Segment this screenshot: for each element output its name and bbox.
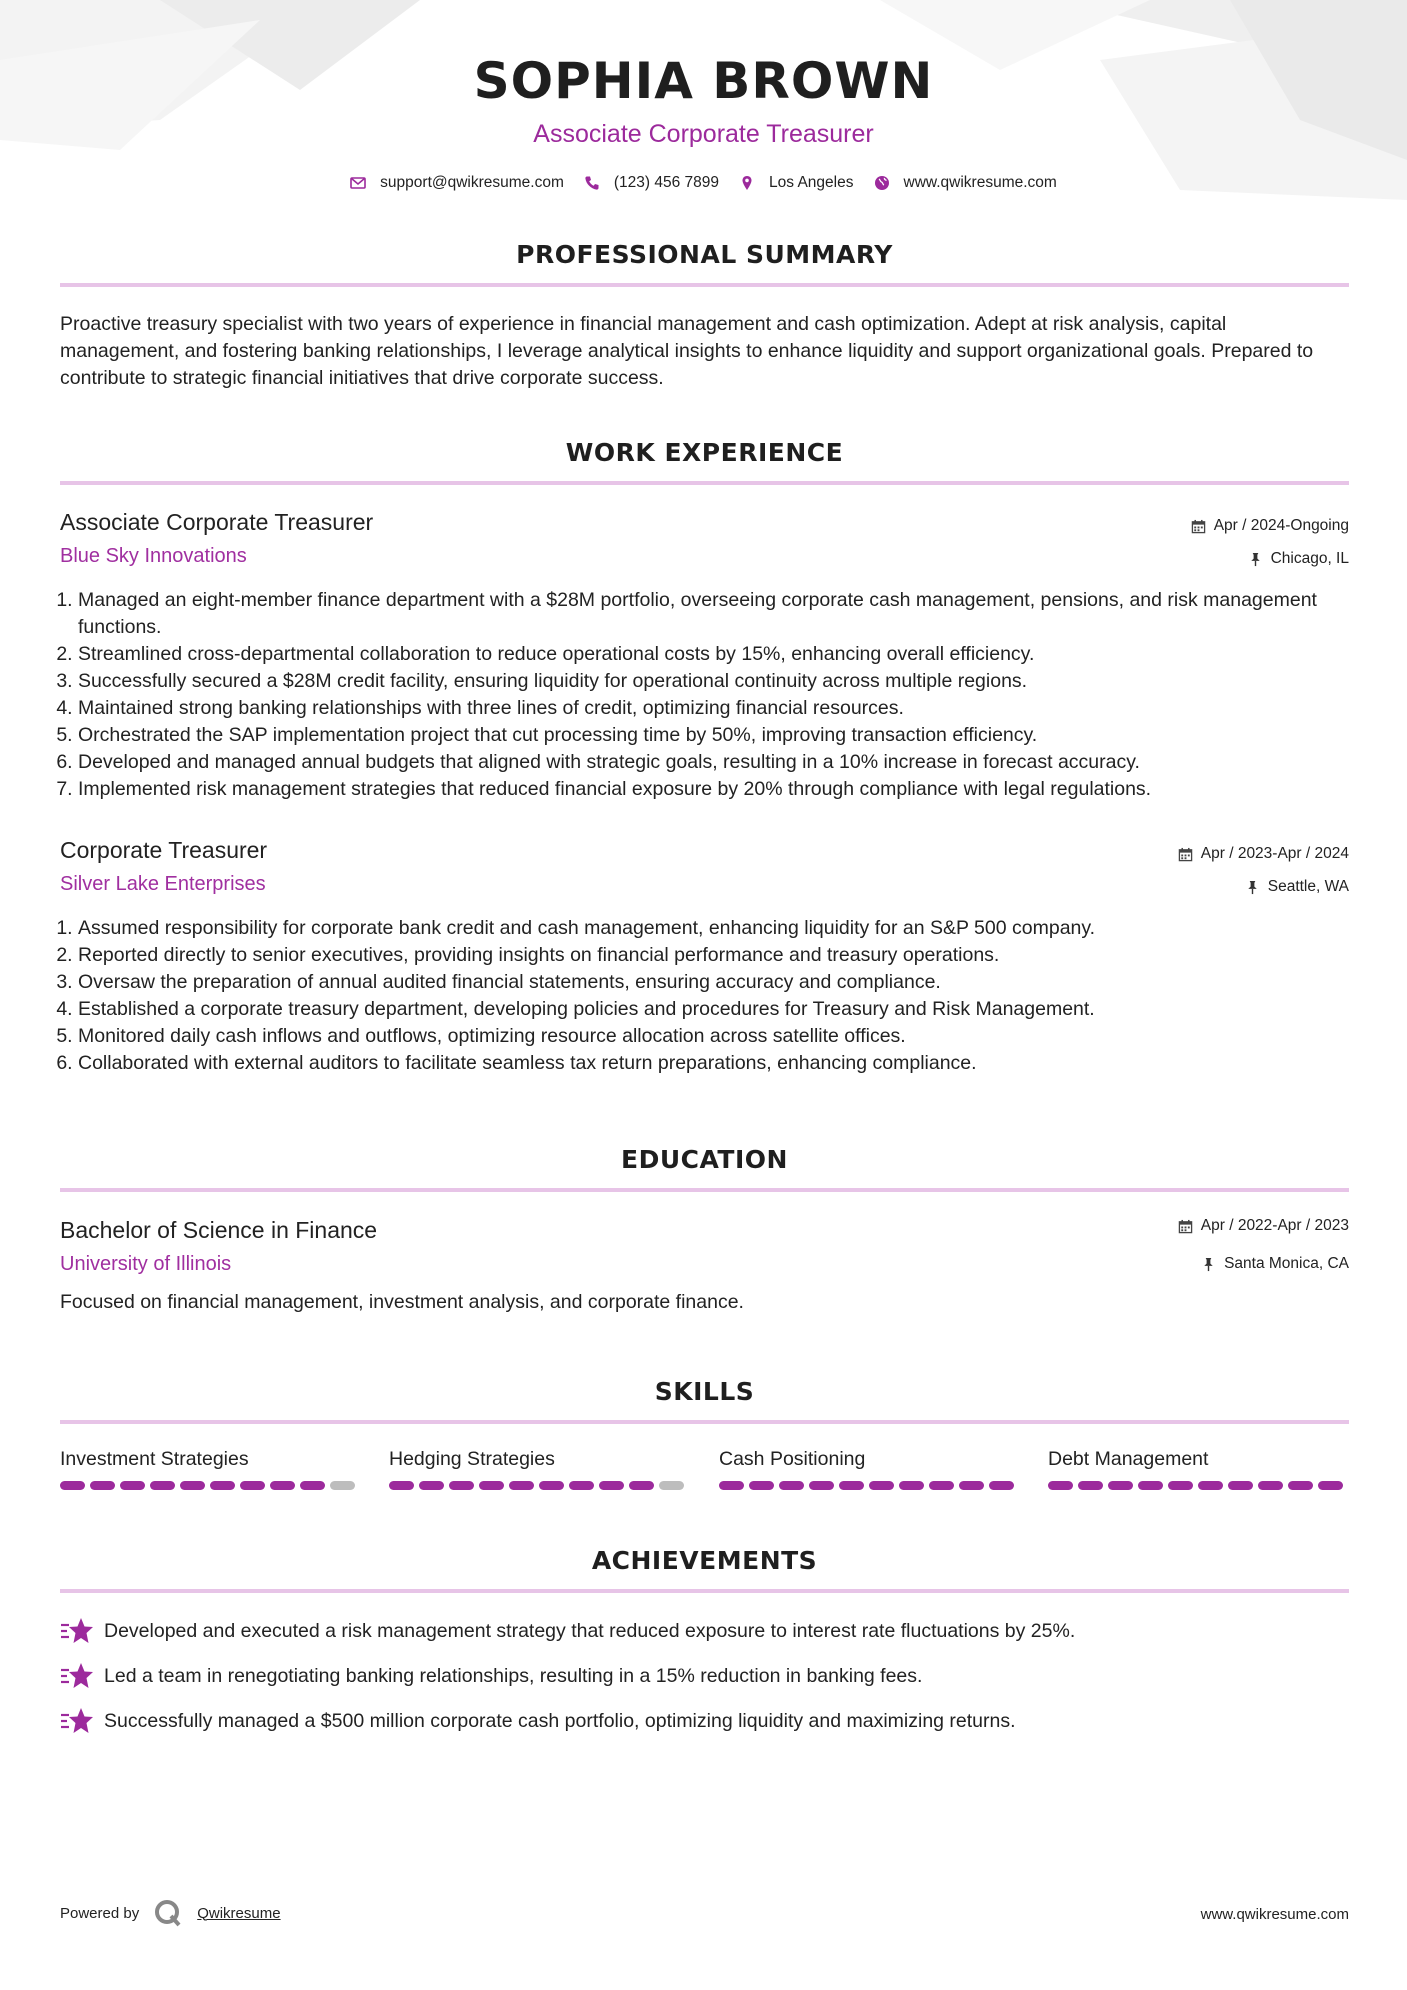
- job-company: Silver Lake Enterprises: [60, 873, 266, 895]
- pushpin-icon: [1248, 552, 1263, 567]
- skill-segment-filled: [1108, 1481, 1133, 1490]
- job-dates-text: Apr / 2023-Apr / 2024: [1200, 845, 1349, 862]
- experience-divider: [60, 481, 1349, 485]
- list-item: 6. Collaborated with external auditors to facilitate seamless tax return preparations, enhancing compliance.: [78, 1050, 1368, 1077]
- skill-segment-filled: [1258, 1481, 1283, 1490]
- skill-segment-filled: [1078, 1481, 1103, 1490]
- footer-url[interactable]: www.qwikresume.com: [1200, 1906, 1349, 1923]
- education-dates-text: Apr / 2022-Apr / 2023: [1200, 1217, 1349, 1234]
- skill-segment-filled: [569, 1481, 594, 1490]
- skill-name: Debt Management: [1048, 1448, 1209, 1470]
- job-location: [1248, 550, 1349, 568]
- education-dates: [1178, 1217, 1349, 1235]
- star-icon: [60, 1661, 94, 1691]
- skill-segment-filled: [300, 1481, 325, 1490]
- skill-segment-filled: [449, 1481, 474, 1490]
- job-location-text: Seattle, WA: [1267, 878, 1349, 895]
- skill-segment-filled: [1048, 1481, 1073, 1490]
- skill-segment-filled: [1138, 1481, 1163, 1490]
- education-location-text: Santa Monica, CA: [1224, 1255, 1349, 1272]
- contact-email[interactable]: [350, 174, 564, 192]
- skill-name: Hedging Strategies: [389, 1448, 555, 1470]
- job-dates-text: Apr / 2024-Ongoing: [1213, 517, 1349, 534]
- skill-segment-filled: [240, 1481, 265, 1490]
- contact-location-text: Los Angeles: [769, 174, 854, 191]
- skill-segment-filled: [479, 1481, 504, 1490]
- skill-segment-filled: [749, 1481, 774, 1490]
- skill-segment-filled: [1198, 1481, 1223, 1490]
- job-dates: [1178, 845, 1349, 863]
- skill-segment-filled: [899, 1481, 924, 1490]
- skill-item: [389, 1448, 689, 1490]
- skill-name: Cash Positioning: [719, 1448, 866, 1470]
- job-title: Corporate Treasurer: [60, 837, 268, 863]
- achievement-item: [60, 1661, 922, 1691]
- achievement-text: Developed and executed a risk management strategy that reduced exposure to interest rate fluctuations by 25%.: [104, 1619, 1076, 1642]
- skill-segment-filled: [989, 1481, 1014, 1490]
- contact-phone[interactable]: [584, 174, 719, 192]
- list-item: 6. Developed and managed annual budgets that aligned with strategic goals, resulting in a 10% increase in forecast accuracy.: [78, 749, 1368, 776]
- skills-heading: SKILLS: [654, 1377, 755, 1406]
- footer-powered-by: [60, 1898, 281, 1928]
- skill-segment-filled: [599, 1481, 624, 1490]
- achievements-divider: [60, 1589, 1349, 1593]
- list-item: 5. Orchestrated the SAP implementation project that cut processing time by 50%, improving transaction efficiency.: [78, 722, 1368, 749]
- powered-by-label: Powered by: [60, 1904, 140, 1922]
- skill-segment-filled: [1228, 1481, 1253, 1490]
- summary-divider: [60, 283, 1349, 287]
- skill-level-bar: [1048, 1481, 1348, 1490]
- experience-heading: WORK EXPERIENCE: [565, 438, 844, 467]
- pushpin-icon: [1245, 880, 1260, 895]
- phone-icon: [584, 175, 600, 191]
- list-item: 4. Established a corporate treasury department, developing policies and procedures for Treasury and Risk Management.: [78, 996, 1368, 1023]
- skill-segment-filled: [1288, 1481, 1313, 1490]
- skill-segment-filled: [419, 1481, 444, 1490]
- list-item: 5. Monitored daily cash inflows and outflows, optimizing resource allocation across satellite offices.: [78, 1023, 1368, 1050]
- list-item: 4. Maintained strong banking relationships with three lines of credit, optimizing financial resources.: [78, 695, 1368, 722]
- skill-segment-filled: [539, 1481, 564, 1490]
- skill-segment-filled: [389, 1481, 414, 1490]
- map-pin-icon: [739, 175, 755, 191]
- calendar-icon: [1178, 1219, 1193, 1234]
- skill-item: [1048, 1448, 1348, 1490]
- education-location: [1201, 1255, 1349, 1273]
- achievement-text: Led a team in renegotiating banking relationships, resulting in a 15% reduction in banking fees.: [104, 1664, 923, 1687]
- skill-segment-filled: [959, 1481, 984, 1490]
- skill-segment-filled: [1168, 1481, 1193, 1490]
- qwikresume-logo-icon: [153, 1898, 183, 1928]
- list-item: 7. Implemented risk management strategies that reduced financial exposure by 20% through compliance with legal regulations.: [78, 776, 1368, 803]
- education-description: Focused on financial management, investment analysis, and corporate finance.: [60, 1291, 744, 1313]
- skill-segment-filled: [210, 1481, 235, 1490]
- candidate-title: Associate Corporate Treasurer: [533, 120, 874, 148]
- candidate-name: SOPHIA BROWN: [473, 52, 934, 110]
- summary-heading: PROFESSIONAL SUMMARY: [516, 240, 893, 269]
- skill-segment-filled: [869, 1481, 894, 1490]
- job-bullets: [60, 915, 1368, 1077]
- achievement-item: [60, 1706, 1016, 1736]
- contact-email-text: support@qwikresume.com: [380, 174, 564, 191]
- job-title: Associate Corporate Treasurer: [60, 509, 374, 535]
- achievement-text: Successfully managed a $500 million corporate cash portfolio, optimizing liquidity and maximizing returns.: [104, 1709, 1016, 1732]
- skill-name: Investment Strategies: [60, 1448, 249, 1470]
- star-icon: [60, 1706, 94, 1736]
- skill-segment-filled: [150, 1481, 175, 1490]
- envelope-icon: [350, 175, 366, 191]
- list-item: 2. Streamlined cross-departmental collaboration to reduce operational costs by 15%, enhancing overall efficiency.: [78, 641, 1368, 668]
- contact-website-text: www.qwikresume.com: [903, 174, 1057, 191]
- skill-segment-filled: [629, 1481, 654, 1490]
- skill-item: [719, 1448, 1019, 1490]
- skill-level-bar: [389, 1481, 689, 1490]
- contact-location: [739, 174, 853, 192]
- job-dates: [1191, 517, 1349, 535]
- job-location-text: Chicago, IL: [1270, 550, 1349, 567]
- star-icon: [60, 1616, 94, 1646]
- skill-item: [60, 1448, 360, 1490]
- skill-segment-empty: [659, 1481, 684, 1490]
- skill-segment-filled: [90, 1481, 115, 1490]
- skill-segment-filled: [779, 1481, 804, 1490]
- skills-divider: [60, 1420, 1349, 1424]
- job-company: Blue Sky Innovations: [60, 545, 247, 567]
- skill-segment-filled: [60, 1481, 85, 1490]
- skill-segment-filled: [509, 1481, 534, 1490]
- contact-bar: [0, 174, 1407, 192]
- achievements-heading: ACHIEVEMENTS: [591, 1546, 818, 1575]
- skill-segment-filled: [1318, 1481, 1343, 1490]
- list-item: 2. Reported directly to senior executives, providing insights on financial performance and treasury operations.: [78, 942, 1368, 969]
- skill-segment-filled: [120, 1481, 145, 1490]
- contact-phone-text: (123) 456 7899: [613, 174, 720, 191]
- qwikresume-link[interactable]: Qwikresume: [197, 1904, 281, 1922]
- list-item: 3. Successfully secured a $28M credit facility, ensuring liquidity for operational continuity across multiple regions.: [78, 668, 1368, 695]
- skill-segment-filled: [929, 1481, 954, 1490]
- summary-text: Proactive treasury specialist with two years of experience in financial management and cash optimization. Adept at risk analysis, capital management, and fostering banking relationships, I leverage analytical insights to enhance liquidity and support organizational goals. Prepared to contribute to strategic financial initiatives that drive corporate success.: [60, 313, 1314, 389]
- skill-segment-filled: [809, 1481, 834, 1490]
- skill-segment-filled: [839, 1481, 864, 1490]
- skill-level-bar: [719, 1481, 1019, 1490]
- list-item: 3. Oversaw the preparation of annual audited financial statements, ensuring accuracy and compliance.: [78, 969, 1368, 996]
- skill-segment-filled: [180, 1481, 205, 1490]
- skill-segment-empty: [330, 1481, 355, 1490]
- job-bullets: [60, 587, 1368, 803]
- calendar-icon: [1191, 519, 1206, 534]
- school-name: University of Illinois: [60, 1253, 232, 1275]
- pushpin-icon: [1201, 1257, 1216, 1272]
- achievement-item: [60, 1616, 1075, 1646]
- skill-level-bar: [60, 1481, 360, 1490]
- list-item: 1. Assumed responsibility for corporate bank credit and cash management, enhancing liquidity for an S&P 500 company.: [78, 915, 1368, 942]
- job-location: [1245, 878, 1349, 896]
- skill-segment-filled: [270, 1481, 295, 1490]
- education-heading: EDUCATION: [621, 1145, 788, 1174]
- skill-segment-filled: [719, 1481, 744, 1490]
- contact-website[interactable]: [874, 174, 1057, 192]
- globe-icon: [874, 175, 890, 191]
- degree-title: Bachelor of Science in Finance: [60, 1217, 378, 1243]
- calendar-icon: [1178, 847, 1193, 862]
- education-divider: [60, 1188, 1349, 1192]
- list-item: 1. Managed an eight-member finance department with a $28M portfolio, overseeing corporate cash management, pensions, and risk management functions.: [78, 587, 1368, 641]
